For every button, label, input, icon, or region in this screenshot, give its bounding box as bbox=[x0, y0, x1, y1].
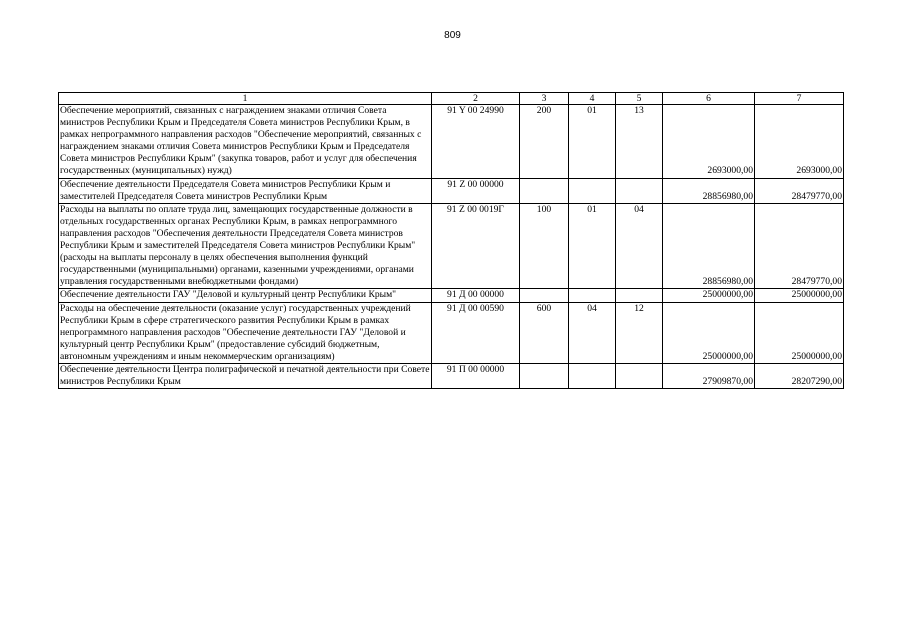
row-code-cell: 91 Z 00 0019Г bbox=[432, 203, 520, 289]
row-name-cell: Расходы на обеспечение деятельности (оказание услуг) государственных учреждений Республики Крым в сфере стратегического развития Республики Крым в рамках непрограммного направления расходов "Обеспечение деятельности ГАУ "Деловой и культурный центр Республики Крым" (предоставление субсидий бюджетным, автономным учреждениям и иным некоммерческим организациям) bbox=[59, 302, 432, 363]
table-row bbox=[59, 203, 844, 289]
row-expense-type-cell bbox=[520, 363, 569, 388]
row-subsection-cell: 04 bbox=[616, 203, 663, 289]
row-subsection-cell: 12 bbox=[616, 302, 663, 363]
budget-table-body bbox=[59, 93, 844, 389]
row-section-cell bbox=[569, 178, 616, 203]
row-amount-year2-cell: 25000000,00 bbox=[755, 302, 844, 363]
row-section-cell: 01 bbox=[569, 105, 616, 179]
row-code-cell: 91 Y 00 24990 bbox=[432, 105, 520, 179]
header-cell-col7: 7 bbox=[755, 93, 844, 105]
row-amount-year2-cell: 25000000,00 bbox=[755, 289, 844, 302]
row-section-cell bbox=[569, 363, 616, 388]
row-subsection-cell bbox=[616, 363, 663, 388]
row-name-cell: Обеспечение мероприятий, связанных с награждением знаками отличия Совета министров Республики Крым и Председателя Совета министров Республики Крым, в рамках непрограммного направления расходов "Обеспечение мероприятий, связанных с награждением знаками отличия Совета министров Республики Крым и Председателя Совета министров Республики Крым" (закупка товаров, работ и услуг для обеспечения государственных (муниципальных) нужд) bbox=[59, 105, 432, 179]
budget-table bbox=[58, 92, 844, 389]
row-subsection-cell: 13 bbox=[616, 105, 663, 179]
row-code-cell: 91 Д 00 00000 bbox=[432, 289, 520, 302]
row-amount-year2-cell: 28479770,00 bbox=[755, 203, 844, 289]
row-amount-year1-cell: 28856980,00 bbox=[663, 203, 755, 289]
header-cell-col1: 1 bbox=[59, 93, 432, 105]
table-row bbox=[59, 178, 844, 203]
header-cell-col2: 2 bbox=[432, 93, 520, 105]
row-expense-type-cell bbox=[520, 289, 569, 302]
row-expense-type-cell bbox=[520, 178, 569, 203]
row-amount-year1-cell: 2693000,00 bbox=[663, 105, 755, 179]
row-amount-year1-cell: 25000000,00 bbox=[663, 289, 755, 302]
row-amount-year1-cell: 27909870,00 bbox=[663, 363, 755, 388]
page-number: 809 bbox=[444, 30, 461, 41]
row-section-cell: 04 bbox=[569, 302, 616, 363]
row-expense-type-cell: 200 bbox=[520, 105, 569, 179]
row-subsection-cell bbox=[616, 289, 663, 302]
header-cell-col6: 6 bbox=[663, 93, 755, 105]
row-expense-type-cell: 100 bbox=[520, 203, 569, 289]
table-row bbox=[59, 105, 844, 179]
header-cell-col3: 3 bbox=[520, 93, 569, 105]
header-cell-col5: 5 bbox=[616, 93, 663, 105]
table-header-row bbox=[59, 93, 844, 105]
header-cell-col4: 4 bbox=[569, 93, 616, 105]
row-amount-year2-cell: 28207290,00 bbox=[755, 363, 844, 388]
row-name-cell: Обеспечение деятельности Председателя Совета министров Республики Крым и заместителей Председателя Совета министров Республики Крым bbox=[59, 178, 432, 203]
row-code-cell: 91 Z 00 00000 bbox=[432, 178, 520, 203]
row-name-cell: Обеспечение деятельности ГАУ "Деловой и культурный центр Республики Крым" bbox=[59, 289, 432, 302]
row-amount-year2-cell: 2693000,00 bbox=[755, 105, 844, 179]
row-subsection-cell bbox=[616, 178, 663, 203]
row-amount-year1-cell: 28856980,00 bbox=[663, 178, 755, 203]
row-amount-year1-cell: 25000000,00 bbox=[663, 302, 755, 363]
row-name-cell: Обеспечение деятельности Центра полиграфической и печатной деятельности при Совете министров Республики Крым bbox=[60, 363, 430, 388]
row-expense-type-cell: 600 bbox=[520, 302, 569, 363]
row-section-cell: 01 bbox=[569, 203, 616, 289]
table-row bbox=[59, 302, 844, 363]
row-code-cell: 91 П 00 00000 bbox=[432, 363, 520, 388]
table-row bbox=[59, 289, 844, 302]
table-row bbox=[59, 363, 844, 388]
row-name-cell: Расходы на выплаты по оплате труда лиц, замещающих государственные должности в отдельных государственных органах Республики Крым, в рамках непрограммного направления расходов "Обеспечения деятельности Председателя Совета министров Республики Крым и заместителей Председателя Совета министров Республики Крым" (расходы на выплаты персоналу в целях обеспечения выполнения функций государственными (муниципальными) органами, казенными учреждениями, органами управления государственными внебюджетными фондами) bbox=[59, 203, 432, 289]
row-amount-year2-cell: 28479770,00 bbox=[755, 178, 844, 203]
row-code-cell: 91 Д 00 00590 bbox=[432, 302, 520, 363]
row-section-cell bbox=[569, 289, 616, 302]
